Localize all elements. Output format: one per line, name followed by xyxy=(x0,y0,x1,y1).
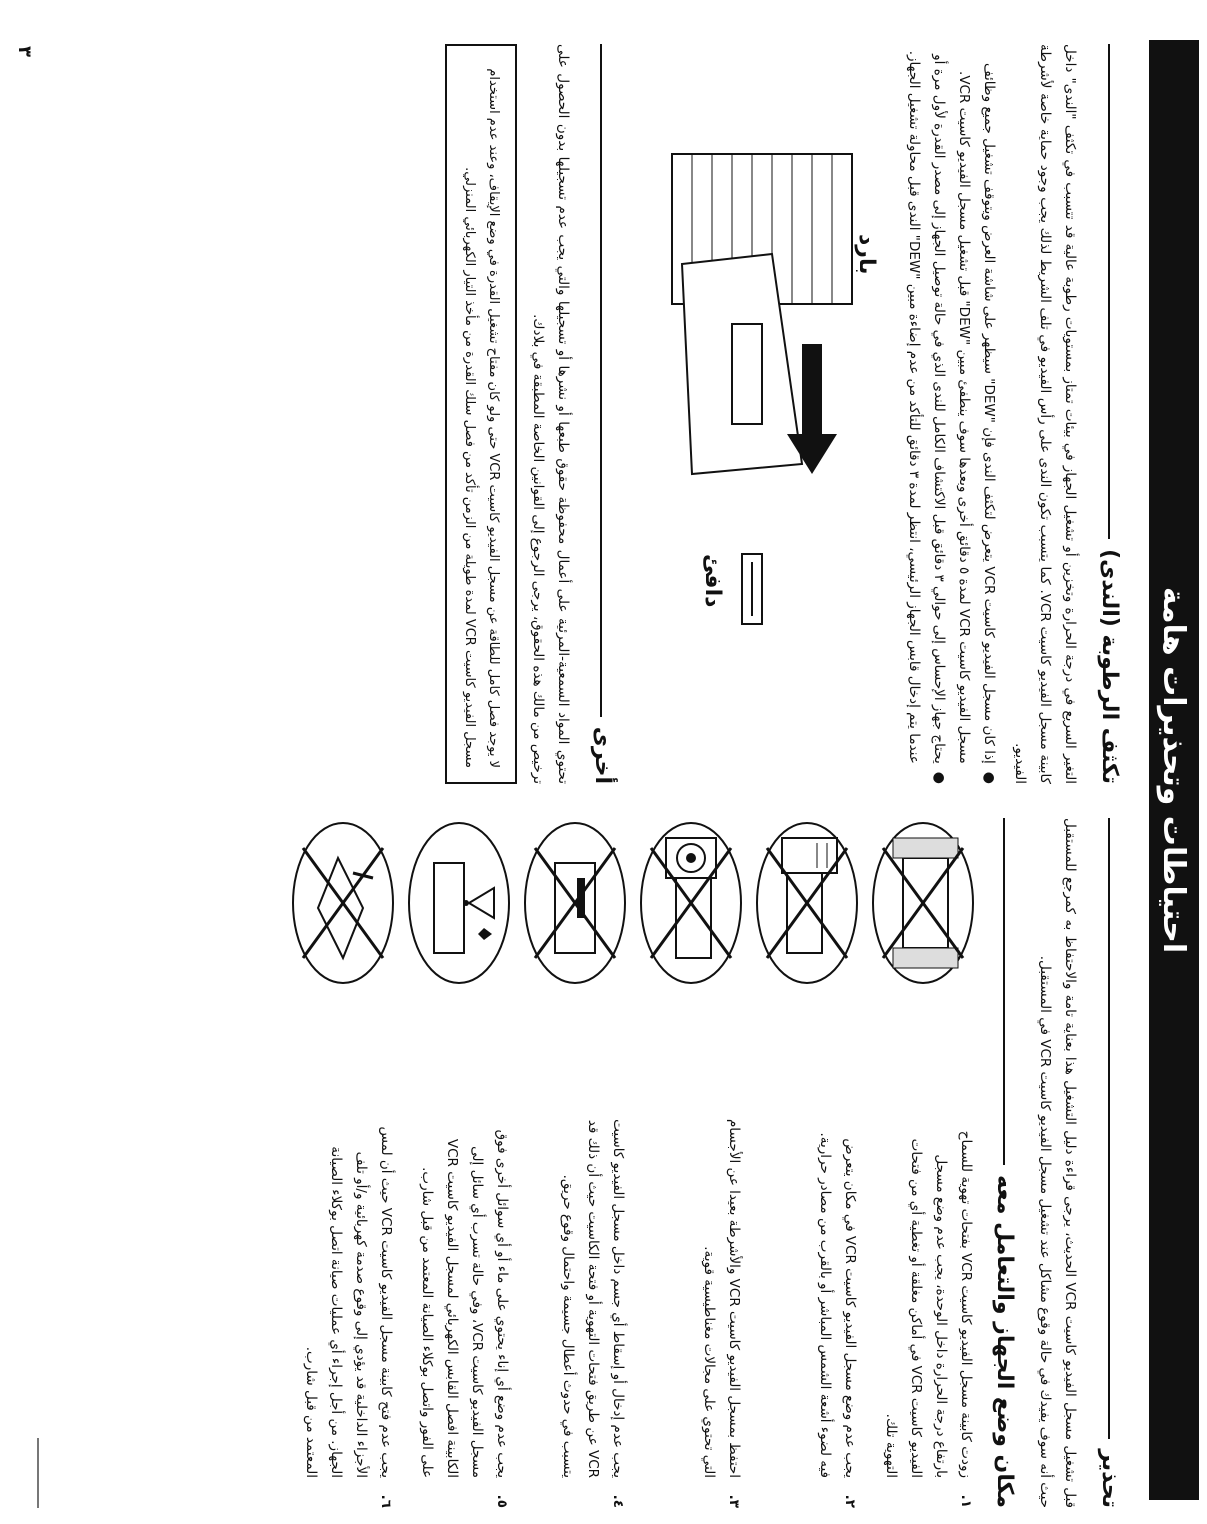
item-number: ٤. xyxy=(609,1494,626,1508)
item-number: ٣. xyxy=(725,1494,742,1508)
list-item xyxy=(951,44,1001,784)
right-column xyxy=(27,818,1137,1508)
footer-mark xyxy=(37,1438,39,1508)
list-item xyxy=(868,818,978,1508)
item-number: ٢. xyxy=(841,1494,858,1508)
power-note-box xyxy=(445,44,517,784)
dew-heading: تكثف الرطوبة (الندى) xyxy=(1097,549,1122,784)
item-text: يجب عدم وضع أي إناء يحتوي على ماء أو أي سوائل أخرى فوق مسجل الفيديو كاسيت VCR، وفي حالة تسرب أي سائل إلى الكابينة افصل القابس الكهربائي لمسجل الفيديو كاسيت VCR على الفور واتصل بوكلاء الصيانة المعتمد من قبل شارب. xyxy=(418,1129,510,1478)
dew-heading-row xyxy=(1088,44,1129,784)
cold-label: بارد xyxy=(853,234,879,275)
warm-label: دافئ xyxy=(699,554,725,608)
item-number: ٦. xyxy=(377,1494,394,1508)
object-insertion-icon xyxy=(520,818,630,988)
list-item xyxy=(752,818,862,1508)
open-cabinet-icon xyxy=(288,818,398,988)
warning-heading-row xyxy=(1088,818,1129,1508)
divider xyxy=(1003,818,1005,1165)
warning-text: قبل تشغيل مسجل الفيديو كاسيت VCR الحديث، يرجى قراءة دليل التشغيل هذا بعناية تامة والاحتفاظ به كمرجع للمستقبل حيث أنه سوف يفيدك في حالة وقوع مشاكل عند تشغيل مسجل الفيديو كاسيت VCR في المستقبل. xyxy=(1037,818,1079,1508)
other-heading: أخرى xyxy=(589,726,615,784)
placement-list xyxy=(288,818,978,1508)
bullet-icon: ● xyxy=(981,771,998,784)
left-column xyxy=(27,44,1137,784)
item-number: ١. xyxy=(957,1494,974,1508)
item-text: يجب عدم وضع مسجل الفيديو كاسيت VCR في مكان يتعرض فيه لضوء أشعة الشمس المباشر أو بالقرب من مصادر حرارية. xyxy=(816,1132,858,1478)
warning-heading: تحذير xyxy=(1097,1449,1122,1508)
list-item xyxy=(404,818,514,1508)
page-title: احتياطات وتحذيرات هامة xyxy=(1149,40,1199,1500)
other-text: تحتوي المواد السمعية-المرئية على أعمال محفوظة حقوق طبعها أو نشرها أو تسجيلها والتي يجب عدم تسجيلها بدون الحصول على ترخيص من مالك هذه الحقوق، يرجى الرجوع إلى القوانين الخاصة المطبقة في بلادك. xyxy=(529,44,571,784)
item-text: يجب عدم إدخال أو إسقاط أي جسم داخل مسجل الفيديو كاسيت VCR عن طريق فتحات التهوية أو فتحة الكاسيت حيث أن ذلك قد يتسبب في حدوث أعطال جسيمة واحتمال وقوع حريق. xyxy=(559,1119,626,1478)
item-text: احتفظ بمسجل الفيديو كاسيت VCR والأشرطة بعيدا عن الأجسام التي تحتوي على مجالات مغناطيسية قوية. xyxy=(700,1118,742,1478)
bullet-text: إذا كان مسجل الفيديو كاسيت VCR يتعرض لتكثف الندى فإن "DEW" سيظهر على شاشة العرض ويتوقف تشغيل جميع وظائف مسجل الفيديو كاسيت VCR لمدة ٥ دقائق أخرى وبعدها سوف ينطفئ مبين "DEW" قبل تشغيل مسجل الفيديو كاسيت VCR. xyxy=(956,63,998,764)
item-text: يجب عدم فتح كابينة مسجل الفيديو كاسيت VCR حيث أن لمس الأجزاء الداخلية قد يؤدي إلى وقوع صدمة كهربائية و/أو تلف الجهاز. من أجل إجراء أي عمليات صيانة اتصل بوكلاء الصيانة المعتمد من قبل شارب. xyxy=(302,1126,394,1478)
list-item xyxy=(288,818,398,1508)
divider xyxy=(1108,44,1110,539)
magnetic-speakers-icon xyxy=(636,818,746,988)
bullet-icon: ● xyxy=(931,771,948,784)
item-text: زودت كابينة مسجل الفيديو كاسيت VCR بفتحات تهوية للسماح بارتفاع درجة الحرارة داخل الوحدة، يجب عدم وضع مسجل الفيديو كاسيت VCR في أماكن مغلقة أو تغطية أي من فتحات التهوية تلك. xyxy=(882,1130,974,1478)
divider xyxy=(600,44,602,717)
vcr-cold-to-warm-illustration xyxy=(642,134,882,694)
divider xyxy=(1108,818,1110,1439)
other-heading-row xyxy=(581,44,622,784)
bullet-text: يحتاج جهاز الإحساس إلى حوالي ٣ دقائق قبل الاكتشاف الكامل للندى الذي في حالة توصيل الجهاز إلى مصدر القدرة لأول مرة أو عندما يتم إدخال قابس الجهاز الرئيسي، انتظر لمدة ٣ دقائق للتأكد من عدم إضاءة مبين "DEW" الندى قبل محاولة تشغيل الجهاز. xyxy=(906,50,948,764)
condensation-figure xyxy=(632,44,892,784)
placement-heading: مكان وضع الجهاز والتعامل معه xyxy=(992,1175,1018,1508)
power-note-text: لا يوجد فصل كامل للطاقة عن مسجل الفيديو كاسيت VCR حتى ولو كان مفتاح تشغيل القدرة في وضع الإيقاف، وعند عدم استخدام مسجل الفيديو كاسيت VCR لمدة طويلة من الزمن تأكد من فصل سلك القدرة من مأخذ التيار الكهربائي المنزلي. xyxy=(461,68,501,768)
ventilation-blocked-icon xyxy=(868,818,978,988)
item-number: ٥. xyxy=(493,1494,510,1508)
dew-text: التغير السريع في درجة الحرارة وتخزين أو تشغيل الجهاز في بيئات تمتاز بمستويات رطوبة عالية قد تتسبب في تكثف "الندى" داخل كابينة مسجل الفيديو كاسيت VCR. كما يتسبب تكون الندى على رأس الفيديو في تلف الشريط لذلك يجب وجود حماية خاصة لأشرطة الفيديو. xyxy=(1012,44,1079,785)
sunlight-heater-icon xyxy=(752,818,862,988)
liquid-spill-icon xyxy=(404,818,514,988)
dew-bullets xyxy=(902,44,1002,784)
list-item xyxy=(902,44,952,784)
placement-heading-row xyxy=(984,818,1025,1508)
list-item xyxy=(636,818,746,1508)
page-number: ٣ xyxy=(14,46,35,57)
list-item xyxy=(520,818,630,1508)
